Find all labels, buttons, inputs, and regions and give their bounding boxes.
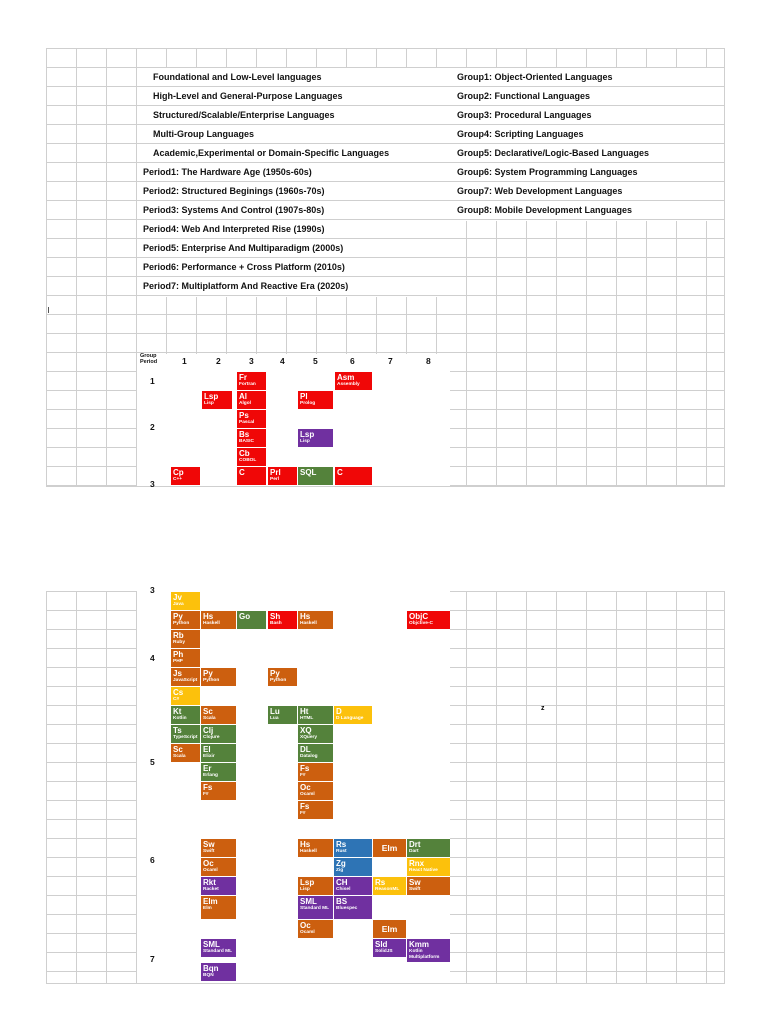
language-name: JavaScript xyxy=(173,678,198,683)
language-symbol: C xyxy=(337,468,343,477)
language-cell xyxy=(298,391,333,409)
language-cell xyxy=(237,611,266,629)
language-cell xyxy=(335,467,372,485)
language-name: F# xyxy=(300,811,306,816)
language-cell xyxy=(373,839,406,857)
spreadsheet-page-2 xyxy=(46,585,725,984)
language-symbol: Py xyxy=(270,669,280,678)
language-cell xyxy=(201,939,236,957)
language-cell xyxy=(334,896,372,919)
language-symbol: Jv xyxy=(173,593,182,602)
language-name: Perl xyxy=(270,477,280,482)
language-symbol: Ps xyxy=(239,411,249,420)
period-label: 3 xyxy=(150,479,155,489)
language-symbol: Sc xyxy=(203,707,213,716)
language-cell xyxy=(237,429,266,447)
language-name: Dart xyxy=(409,849,419,854)
period-label: 2 xyxy=(150,422,155,432)
language-name: Standard ML xyxy=(300,906,330,911)
language-name: Swift xyxy=(409,887,421,892)
period-label: 6 xyxy=(150,855,155,865)
language-symbol: Cs xyxy=(173,688,184,697)
language-name: Ocaml xyxy=(300,930,315,935)
language-name: Algol xyxy=(239,401,251,406)
language-cell xyxy=(171,630,200,648)
language-name: Scala xyxy=(173,754,186,759)
language-cell xyxy=(171,668,200,686)
legend-right-item: Group8: Mobile Development Languages xyxy=(457,205,633,215)
language-symbol: XQ xyxy=(300,726,312,735)
language-cell xyxy=(373,939,406,957)
language-symbol: Js xyxy=(173,669,182,678)
language-name: React Native xyxy=(409,868,438,873)
spreadsheet-page-1 xyxy=(46,48,725,487)
language-name: Python xyxy=(203,678,220,683)
language-cell xyxy=(201,858,236,876)
language-symbol: Rkt xyxy=(203,878,216,887)
language-symbol: BS xyxy=(336,897,348,906)
language-cell xyxy=(201,763,236,781)
language-symbol: Py xyxy=(173,612,183,621)
language-cell xyxy=(334,839,372,857)
language-name: F# xyxy=(300,773,306,778)
language-name: Java xyxy=(173,602,184,607)
language-name: C++ xyxy=(173,477,183,482)
language-name: Lisp xyxy=(300,439,310,444)
language-cell xyxy=(268,668,297,686)
language-name: C# xyxy=(173,697,180,702)
legend-left-item: Period3: Systems And Control (1907s-80s) xyxy=(143,205,325,215)
language-cell xyxy=(298,744,333,762)
language-cell xyxy=(298,782,333,800)
language-name: D Language xyxy=(336,716,364,721)
group-header: 6 xyxy=(350,356,355,366)
language-cell xyxy=(201,877,236,895)
language-cell xyxy=(268,706,297,724)
language-cell xyxy=(201,839,236,857)
language-name: Ruby xyxy=(173,640,185,645)
language-name: Rust xyxy=(336,849,347,854)
language-cell xyxy=(373,877,406,895)
language-symbol: Oc xyxy=(300,921,311,930)
language-name: PHP xyxy=(173,659,183,664)
language-cell xyxy=(298,801,333,819)
period-label: 1 xyxy=(150,376,155,386)
language-symbol: Fs xyxy=(300,802,310,811)
language-cell xyxy=(171,706,200,724)
language-cell xyxy=(201,725,236,743)
legend-right-item: Group7: Web Development Languages xyxy=(457,186,623,196)
group-header: 1 xyxy=(182,356,187,366)
language-cell xyxy=(407,839,450,857)
language-cell xyxy=(298,706,333,724)
period-label: 7 xyxy=(150,954,155,964)
language-cell xyxy=(171,592,200,610)
group-header: 8 xyxy=(426,356,431,366)
language-symbol: Lsp xyxy=(300,430,315,439)
language-name: XQuery xyxy=(300,735,318,740)
period-label: 5 xyxy=(150,757,155,767)
language-name: Ocaml xyxy=(203,868,218,873)
language-symbol: DL xyxy=(300,745,311,754)
language-symbol: Kt xyxy=(173,707,182,716)
language-cell xyxy=(298,467,333,485)
language-cell xyxy=(201,706,236,724)
legend-left-item: Period5: Enterprise And Multiparadigm (2000s) xyxy=(143,243,344,253)
language-symbol: Hs xyxy=(300,612,311,621)
language-cell xyxy=(201,611,236,629)
language-name: Assembly xyxy=(337,382,360,387)
language-symbol: Rb xyxy=(173,631,184,640)
language-name: Haskell xyxy=(300,621,317,626)
language-name: TypeScript xyxy=(173,735,198,740)
language-name: ReasonML xyxy=(375,887,400,892)
language-symbol: Fr xyxy=(239,373,247,382)
language-symbol: Ts xyxy=(173,726,182,735)
language-symbol: Lsp xyxy=(204,392,219,401)
group-header: 4 xyxy=(280,356,285,366)
language-name: Bluespec xyxy=(336,906,358,911)
corner-label: Group Period xyxy=(140,353,158,365)
language-name: Datalog xyxy=(300,754,318,759)
language-cell xyxy=(407,939,450,962)
language-cell xyxy=(201,782,236,800)
language-name: Erlang xyxy=(203,773,218,778)
language-name: Swift xyxy=(203,849,215,854)
language-cell xyxy=(268,611,297,629)
language-name: F# xyxy=(203,792,209,797)
language-cell xyxy=(201,896,236,919)
language-name: Chisel xyxy=(336,887,351,892)
language-cell xyxy=(298,611,333,629)
language-symbol: Sw xyxy=(203,840,215,849)
language-symbol: Elm xyxy=(381,843,398,853)
language-symbol: Oc xyxy=(203,859,214,868)
language-symbol: Zg xyxy=(336,859,346,868)
language-name: BQN xyxy=(203,973,214,978)
language-cell xyxy=(171,467,200,485)
language-symbol: D xyxy=(336,707,342,716)
language-symbol: SML xyxy=(203,940,220,949)
language-symbol: Rnx xyxy=(409,859,425,868)
language-name: Python xyxy=(173,621,190,626)
language-symbol: Py xyxy=(203,669,213,678)
language-name: Zig xyxy=(336,868,344,873)
language-cell xyxy=(298,920,333,938)
language-cell xyxy=(202,391,232,409)
language-name: Elm xyxy=(203,906,212,911)
language-cell xyxy=(334,706,372,724)
language-name: Clojure xyxy=(203,735,220,740)
language-symbol: Go xyxy=(239,612,251,621)
language-symbol: SML xyxy=(300,897,317,906)
language-symbol: Er xyxy=(203,764,212,773)
language-symbol: ObjC xyxy=(409,612,429,621)
language-name: COBOL xyxy=(239,458,257,463)
language-cell xyxy=(237,410,266,428)
language-symbol: Ht xyxy=(300,707,309,716)
language-symbol: Kmm xyxy=(409,940,430,949)
language-symbol: Asm xyxy=(337,373,355,382)
language-name: Racket xyxy=(203,887,219,892)
language-cell xyxy=(237,372,266,390)
language-cell xyxy=(373,920,406,938)
language-cell xyxy=(171,687,200,705)
language-name: Lisp xyxy=(204,401,214,406)
language-symbol: Hs xyxy=(203,612,214,621)
language-symbol: Bs xyxy=(239,430,250,439)
language-name: Python xyxy=(270,678,287,683)
language-cell xyxy=(171,611,200,629)
legend-left-item: Period7: Multiplatform And Reactive Era (2020s) xyxy=(143,281,349,291)
language-cell xyxy=(298,725,333,743)
language-symbol: Pl xyxy=(300,392,308,401)
language-cell xyxy=(298,839,333,857)
language-symbol: Sld xyxy=(375,940,388,949)
legend-left-item: High-Level and General-Purpose Languages xyxy=(153,91,343,101)
language-cell xyxy=(171,649,200,667)
legend-left-item: Period6: Performance + Cross Platform (2010s) xyxy=(143,262,345,272)
language-name: Haskell xyxy=(203,621,220,626)
language-name: Lua xyxy=(270,716,279,721)
legend-right-item: Group1: Object-Oriented Languages xyxy=(457,72,613,82)
language-symbol: El xyxy=(203,745,211,754)
legend-right-item: Group5: Declarative/Logic-Based Languages xyxy=(457,148,650,158)
language-cell xyxy=(407,858,450,876)
stray-text: z xyxy=(541,705,545,712)
language-name: Kotlin Multiplatform xyxy=(409,949,440,960)
language-cell xyxy=(237,448,266,466)
group-header: 2 xyxy=(216,356,221,366)
language-symbol: Ph xyxy=(173,650,184,659)
legend-right-item: Group4: Scripting Languages xyxy=(457,129,584,139)
language-name: Standard ML xyxy=(203,949,233,954)
language-symbol: Lu xyxy=(270,707,280,716)
legend-right-item: Group2: Functional Languages xyxy=(457,91,591,101)
legend-left-item: Structured/Scalable/Enterprise Languages xyxy=(153,110,335,120)
language-name: Lisp xyxy=(300,887,310,892)
language-name: Haskell xyxy=(300,849,317,854)
language-symbol: Prl xyxy=(270,468,281,477)
text-cursor xyxy=(48,307,49,313)
language-symbol: Elm xyxy=(381,924,398,934)
language-symbol: Lsp xyxy=(300,878,315,887)
language-symbol: Sc xyxy=(173,745,183,754)
language-cell xyxy=(334,877,372,895)
language-cell xyxy=(407,877,450,895)
language-symbol: C xyxy=(239,468,245,477)
language-cell xyxy=(334,858,372,876)
language-name: Fortran xyxy=(239,382,256,387)
language-name: HTML xyxy=(300,716,314,721)
language-symbol: Sw xyxy=(409,878,421,887)
language-symbol: Sh xyxy=(270,612,281,621)
language-symbol: Rs xyxy=(336,840,347,849)
language-symbol: Cp xyxy=(173,468,184,477)
language-symbol: Clj xyxy=(203,726,214,735)
legend-left-item: Academic,Experimental or Domain-Specific Languages xyxy=(153,148,390,158)
language-cell xyxy=(298,896,333,919)
language-symbol: Al xyxy=(239,392,247,401)
language-name: Prolog xyxy=(300,401,316,406)
period-label: 3 xyxy=(150,585,155,595)
group-header: 7 xyxy=(388,356,393,366)
language-symbol: Rs xyxy=(375,878,386,887)
language-cell xyxy=(298,429,333,447)
language-symbol: SQL xyxy=(300,468,317,477)
language-name: Ocaml xyxy=(300,792,315,797)
group-header: 5 xyxy=(313,356,318,366)
language-name: SolidJS xyxy=(375,949,393,954)
legend-left-item: Period4: Web And Interpreted Rise (1990s) xyxy=(143,224,325,234)
legend-right-item: Group6: System Programming Languages xyxy=(457,167,638,177)
language-cell xyxy=(201,963,236,981)
period-label: 4 xyxy=(150,653,155,663)
legend-left-item: Period1: The Hardware Age (1950s-60s) xyxy=(143,167,312,177)
legend-left-item: Foundational and Low-Level languages xyxy=(153,72,322,82)
language-name: Kotlin xyxy=(173,716,187,721)
language-name: BASIC xyxy=(239,439,254,444)
language-cell xyxy=(298,763,333,781)
language-cell xyxy=(237,391,266,409)
language-symbol: Hs xyxy=(300,840,311,849)
legend-right-item: Group3: Procedural Languages xyxy=(457,110,592,120)
language-cell xyxy=(171,744,200,762)
language-cell xyxy=(201,744,236,762)
language-symbol: Drt xyxy=(409,840,421,849)
language-name: Scala xyxy=(203,716,216,721)
language-symbol: CH xyxy=(336,878,348,887)
language-cell xyxy=(201,668,236,686)
group-header: 3 xyxy=(249,356,254,366)
language-symbol: Elm xyxy=(203,897,218,906)
language-cell xyxy=(237,467,266,485)
language-name: Pascal xyxy=(239,420,255,425)
legend-left-item: Multi-Group Languages xyxy=(153,129,254,139)
language-cell xyxy=(268,467,297,485)
language-cell xyxy=(298,877,333,895)
language-name: Objctive-C xyxy=(409,621,433,626)
language-symbol: Fs xyxy=(300,764,310,773)
language-cell xyxy=(407,611,450,629)
language-cell xyxy=(171,725,200,743)
language-name: Elixir xyxy=(203,754,215,759)
legend-left-item: Period2: Structured Beginings (1960s-70s) xyxy=(143,186,325,196)
language-symbol: Fs xyxy=(203,783,213,792)
language-name: Bash xyxy=(270,621,282,626)
language-symbol: Bqn xyxy=(203,964,219,973)
language-symbol: Cb xyxy=(239,449,250,458)
language-cell xyxy=(335,372,372,390)
language-symbol: Oc xyxy=(300,783,311,792)
